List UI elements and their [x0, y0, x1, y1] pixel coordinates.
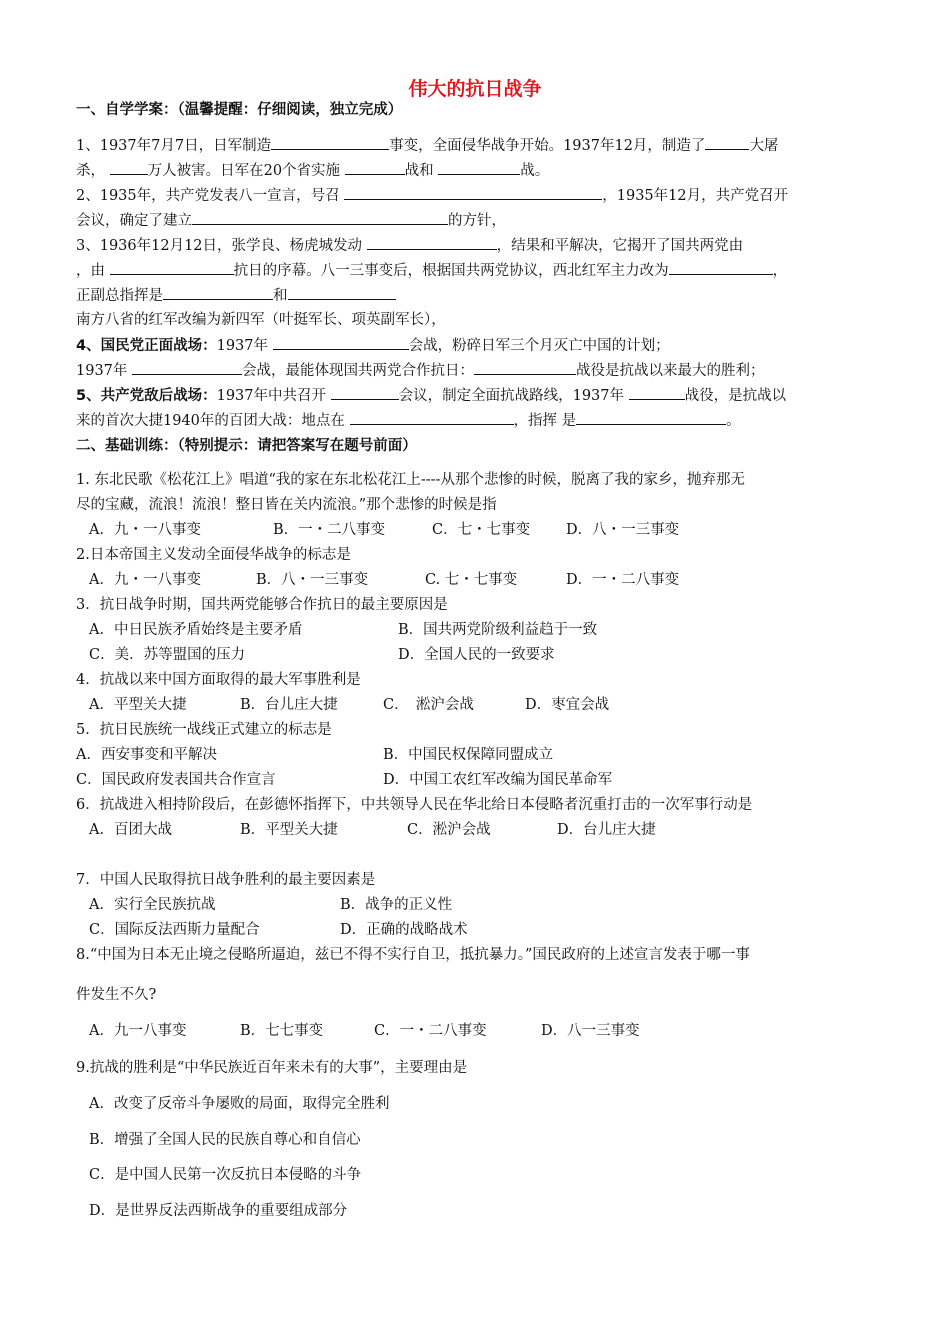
s1-line-8: 南方八省的红军改编为新四军（叶挺军长、项英副军长）， — [76, 312, 446, 328]
option[interactable]: D．枣宜会战 — [525, 697, 610, 713]
option[interactable]: D．正确的战略战术 — [340, 922, 468, 938]
option[interactable]: C．淞沪会战 — [407, 822, 491, 838]
option[interactable]: A．九・一八事变 — [89, 572, 201, 588]
option[interactable]: C．国民政府发表国共合作宣言 — [76, 772, 276, 788]
question-2: 2.日本帝国主义发动全面侵华战争的标志是 — [76, 547, 351, 563]
question-7: 7．中国人民取得抗日战争胜利的最主要因素是 — [76, 872, 376, 888]
option[interactable]: D．中国工农红军改编为国民革命军 — [383, 772, 613, 788]
blank[interactable] — [474, 360, 576, 375]
blank[interactable] — [345, 160, 405, 175]
blank[interactable] — [192, 210, 448, 225]
option[interactable]: C． 淞沪会战 — [383, 697, 474, 713]
s1-line-3: 2、1935年，共产党发表八一宣言，号召 ，1935年12月，共产党召开 — [76, 185, 788, 206]
blank[interactable] — [331, 385, 399, 400]
page-title: 伟大的抗日战争 — [408, 78, 542, 100]
option[interactable]: B．平型关大捷 — [240, 822, 338, 838]
blank[interactable] — [669, 260, 773, 275]
s1-line-2: 杀， 万人被害。日军在20个省实施 战和 战。 — [76, 160, 549, 181]
option[interactable]: C．美．苏等盟国的压力 — [89, 647, 246, 663]
section1-heading: 一、自学学案：（温馨提醒：仔细阅读，独立完成） — [76, 102, 403, 118]
blank[interactable] — [288, 285, 396, 300]
question-4: 4．抗战以来中国方面取得的最大军事胜利是 — [76, 672, 361, 688]
blank[interactable] — [705, 135, 749, 150]
question-1: 1. 东北民歌《松花江上》唱道“我的家在东北松花江上----从那个悲惨的时候，脱离了我的家乡，抛弃那无 — [76, 472, 745, 488]
option[interactable]: B．增强了全国人民的民族自尊心和自信心 — [89, 1132, 361, 1148]
option[interactable]: B．中国民权保障同盟成立 — [383, 747, 554, 763]
s1-line-4: 会议，确定了建立 的方针， — [76, 210, 506, 231]
blank[interactable] — [132, 360, 242, 375]
blank[interactable] — [350, 410, 514, 425]
blank[interactable] — [367, 235, 497, 250]
blank[interactable] — [344, 185, 602, 200]
option[interactable]: C．七・七事变 — [432, 522, 531, 538]
blank[interactable] — [438, 160, 520, 175]
question-8-cont: 件发生不久? — [76, 987, 157, 1003]
blank[interactable] — [163, 285, 273, 300]
option[interactable]: C．一・二八事变 — [374, 1023, 487, 1039]
option[interactable]: A．西安事变和平解决 — [76, 747, 217, 763]
option[interactable]: A．中日民族矛盾始终是主要矛盾 — [89, 622, 303, 638]
question-1-cont: 尽的宝藏，流浪！流浪！整日皆在关内流浪。”那个悲惨的时候是指 — [76, 497, 497, 513]
s1-line-12: 来的首次大捷1940年的百团大战：地点在 ，指挥 是 。 — [76, 410, 741, 431]
question-9: 9.抗战的胜利是“中华民族近百年来未有的大事”，主要理由是 — [76, 1060, 468, 1076]
option[interactable]: A．平型关大捷 — [89, 697, 187, 713]
option[interactable]: B．国共两党阶级利益趋于一致 — [398, 622, 598, 638]
question-5: 5．抗日民族统一战线正式建立的标志是 — [76, 722, 332, 738]
option[interactable]: D．一・二八事变 — [566, 572, 680, 588]
option[interactable]: D．八・一三事变 — [566, 522, 680, 538]
s1-line-9: 4、国民党正面战场：1937年 会战，粉碎日军三个月灭亡中国的计划； — [76, 335, 670, 356]
option[interactable]: D．八一三事变 — [541, 1023, 640, 1039]
s1-line-11: 5、共产党敌后战场：1937年中共召开 会议，制定全面抗战路线，1937年 战役，是抗战以 — [76, 385, 786, 406]
s1-line-10: 1937年 会战，最能体现国共两党合作抗日： 战役是抗战以来最大的胜利； — [76, 360, 765, 381]
option[interactable]: A．九・一八事变 — [89, 522, 201, 538]
question-3: 3．抗日战争时期，国共两党能够合作抗日的最主要原因是 — [76, 597, 448, 613]
option[interactable]: B．一・二八事变 — [273, 522, 386, 538]
s1-line-6: ，由 抗日的序幕。八一三事变后，根据国共两党协议，西北红军主力改为 ， — [76, 260, 787, 281]
blank[interactable] — [576, 410, 726, 425]
option[interactable]: D．是世界反法西斯战争的重要组成部分 — [89, 1203, 348, 1219]
s1-line-1: 1、1937年7月7日，日军制造 事变，全面侵华战争开始。1937年12月，制造了 大屠 — [76, 135, 778, 156]
blank[interactable] — [110, 160, 148, 175]
option[interactable]: A．改变了反帝斗争屡败的局面，取得完全胜利 — [89, 1096, 390, 1112]
option[interactable]: B．八・一三事变 — [256, 572, 369, 588]
option[interactable]: A．百团大战 — [89, 822, 172, 838]
option[interactable]: C．是中国人民第一次反抗日本侵略的斗争 — [89, 1167, 362, 1183]
blank[interactable] — [629, 385, 685, 400]
question-6: 6．抗战进入相持阶段后，在彭德怀指挥下，中共领导人民在华北给日本侵略者沉重打击的一次军事行动是 — [76, 797, 753, 813]
option[interactable]: B．战争的正义性 — [340, 897, 453, 913]
s1-line-5: 3、1936年12月12日，张学良、杨虎城发动 ，结果和平解决，它揭开了国共两党由 — [76, 235, 743, 256]
blank[interactable] — [271, 135, 389, 150]
blank[interactable] — [110, 260, 234, 275]
option[interactable]: B．七七事变 — [240, 1023, 324, 1039]
section2-heading: 二、基础训练：（特别提示：请把答案写在题号前面） — [76, 438, 417, 454]
question-8: 8.“中国为日本无止境之侵略所逼迫，兹已不得不实行自卫，抵抗暴力。”国民政府的上述宣言发表于哪一事 — [76, 947, 750, 963]
option[interactable]: C．国际反法西斯力量配合 — [89, 922, 260, 938]
option[interactable]: B．台儿庄大捷 — [240, 697, 338, 713]
option[interactable]: A．实行全民族抗战 — [89, 897, 216, 913]
s1-line-7: 正副总指挥是 和 — [76, 285, 396, 306]
option[interactable]: C. 七・七事变 — [425, 572, 518, 588]
option[interactable]: D．台儿庄大捷 — [557, 822, 656, 838]
option[interactable]: D．全国人民的一致要求 — [398, 647, 555, 663]
option[interactable]: A．九一八事变 — [89, 1023, 187, 1039]
blank[interactable] — [273, 335, 409, 350]
